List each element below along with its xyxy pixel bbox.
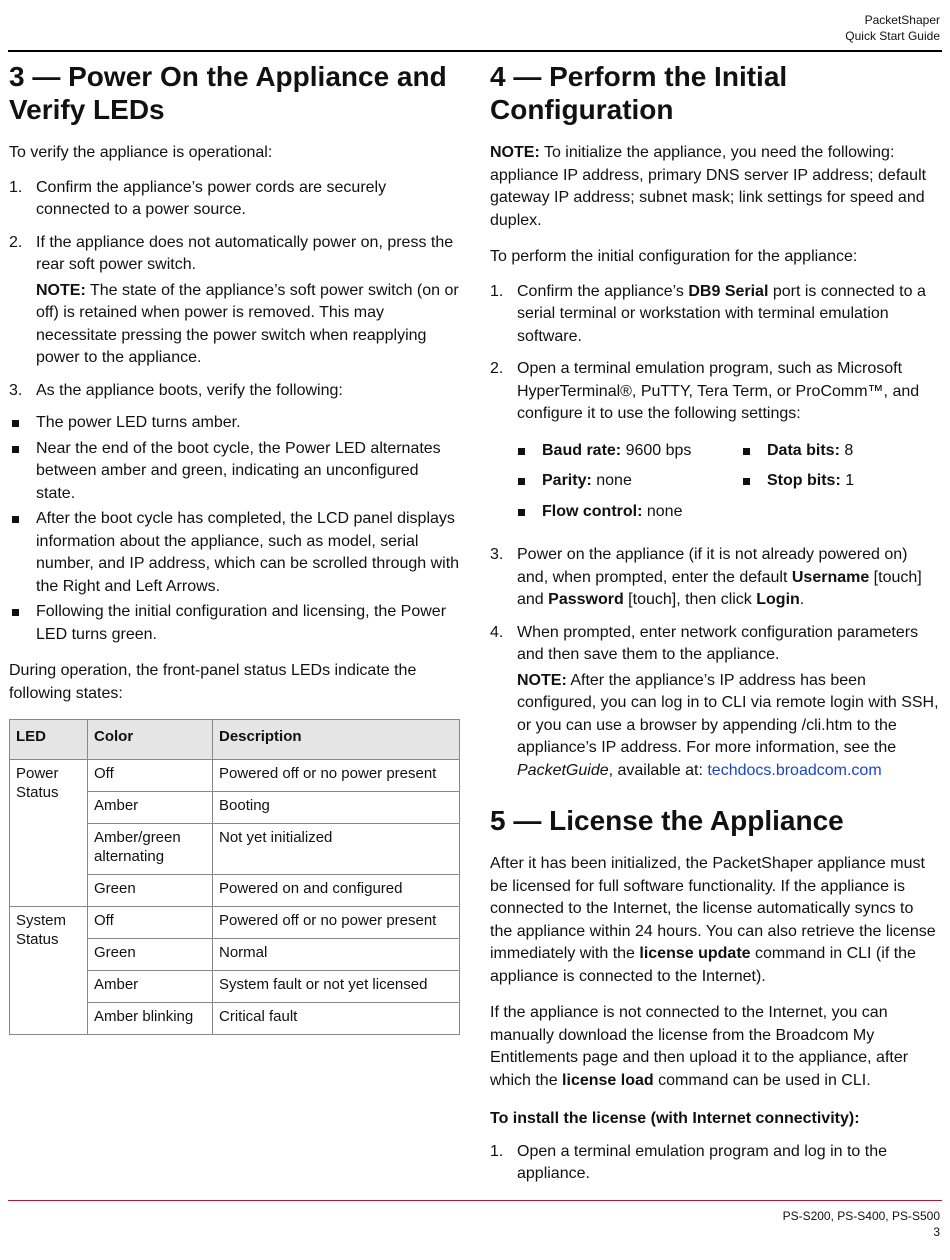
techdocs-link[interactable]: techdocs.broadcom.com [707,761,882,779]
color-cell: Green [88,939,213,971]
command-name: license load [562,1071,654,1089]
note-text: After the appliance’s IP address has been configured, you can log in to CLI via remote login with SSH, or you can use a browser by appending /cli.htm to the appliance’s IP address. For more information, see the [517,671,939,756]
section5-steps [490,1141,940,1186]
bullet-square-icon [743,478,750,485]
note-text: The state of the appliance’s soft power switch (on or off) is retained when power is removed. This may necessitate pressing the power switch when reapplying power to the appliance. [36,281,459,366]
header-doc-title: Quick Start Guide [845,29,940,43]
paragraph-text: command in CLI (if the appliance is connected to the Internet). [490,945,916,985]
step-number: 3. [490,546,504,563]
note-text: To initialize the appliance, you need the following: appliance IP address, primary DNS server IP address; default gateway IP address; subnet mask; link settings for speed and duplex. [490,144,927,229]
bullet-text: Following the initial configuration and licensing, the Power LED turns green. [36,603,447,643]
step-bold: DB9 Serial [688,282,769,300]
bullet-square-icon [518,448,525,455]
step-number: 4. [490,623,504,641]
setting-value: none [642,502,683,520]
section3-title: 3 — Power On the Appliance and Verify LEDs [9,61,447,125]
list-item [9,177,461,222]
page-footer [783,1208,940,1240]
paragraph-text: If the appliance is not connected to the Internet, you can manually download the license from the Broadcom My Entitlements page and then upload it to the appliance, after which the [490,1004,909,1089]
list-item [490,358,940,426]
color-cell: Green [88,875,213,907]
command-name: license update [639,945,751,962]
section4-intro: To perform the initial configuration for the appliance: [490,248,858,265]
footer-rule [8,1200,942,1201]
section3-intro: To verify the appliance is operational: [9,144,273,161]
bullet-square-icon [12,516,19,523]
step-number: 1. [9,178,23,196]
setting-label: Data bits: [767,441,840,459]
color-cell: Amber [88,971,213,1003]
step-text: When prompted, enter network configuration parameters and then save them to the appliance. [517,623,919,663]
setting-baud-rate [515,440,740,463]
section5-title: 5 — License the Appliance [490,805,844,836]
description-cell: Critical fault [213,1003,460,1035]
page-number: 3 [933,1225,940,1239]
step-number: 1. [490,282,504,300]
step-bold: Password [548,591,624,608]
list-item [490,281,940,349]
step-text: If the appliance does not automatically power on, press the rear soft power switch. [36,233,454,273]
right-column [490,60,940,1196]
step-number: 3. [9,381,23,399]
description-cell: Powered off or no power present [213,760,460,792]
bullet-text: After the boot cycle has completed, the LCD panel displays information about the appliance, such as model, serial number, and IP address, which can be scrolled through with the Right and Left Arrows. [36,510,460,595]
description-cell: Booting [213,792,460,824]
step-number: 2. [490,360,504,377]
setting-label: Baud rate: [542,441,622,459]
note-label: NOTE: [517,671,567,689]
step-bold: Login [756,591,800,608]
setting-data-bits [740,440,940,463]
table-row [10,760,460,792]
setting-value: 9600 bps [621,441,692,459]
step-text: Open a terminal emulation program, such as Microsoft HyperTerminal®, PuTTY, Tera Term, or ProComm™, and configure it to use the following settings: [517,360,920,422]
column-header-led: LED [10,720,88,760]
section4-steps-continued [490,544,940,782]
step-text: port is connected to a serial terminal or workstation with terminal emulation software. [517,282,926,345]
bullet-item [9,601,461,646]
packetguide-title: PacketGuide [517,761,609,779]
operation-text: During operation, the front-panel status LEDs indicate the following states: [9,662,417,702]
paragraph-text: After it has been initialized, the PacketShaper appliance must be licensed for full software functionality. If the appliance is connected to the Internet, the license automatically syncs to the appliance within 24 hours. You can also retrieve the license immediately with the [490,855,936,962]
section4-title: 4 — Perform the Initial Configuration [490,61,788,125]
setting-parity [515,470,740,493]
led-status-table [9,719,460,1035]
description-cell: Not yet initialized [213,824,460,875]
led-name-system: System Status [10,907,88,1035]
left-column [9,60,461,1035]
step-text: . [799,591,805,608]
setting-value: 1 [840,472,855,489]
description-cell: Powered off or no power present [213,907,460,939]
section5-paragraph-1 [490,853,940,988]
description-cell: Powered on and configured [213,875,460,907]
paragraph-text: command can be used in CLI. [653,1071,871,1089]
step-text: Confirm the appliance’s [517,282,689,300]
bullet-square-icon [12,420,19,427]
color-cell: Amber [88,792,213,824]
bullet-item [9,438,461,506]
header-product: PacketShaper [864,13,940,27]
step-number: 2. [9,233,23,251]
step-text: Open a terminal emulation program and log in to the appliance. [517,1142,887,1182]
boot-bullets [9,412,461,646]
bullet-square-icon [518,509,525,516]
note [517,670,940,783]
list-item [490,544,940,612]
list-item [9,380,461,403]
note-label: NOTE: [36,281,86,299]
setting-label: Parity: [542,472,592,489]
column-header-description: Description [213,720,460,760]
step-text: As the appliance boots, verify the following: [36,381,343,399]
color-cell: Off [88,907,213,939]
bullet-text: Near the end of the boot cycle, the Power LED alternates between amber and green, indicating an unconfigured state. [36,439,441,502]
bullet-item [9,412,461,435]
step-text: Confirm the appliance’s power cords are securely connected to a power source. [36,178,387,218]
led-name-power: Power Status [10,760,88,907]
table-header-row [10,720,460,760]
serial-settings [515,440,940,527]
step-number: 1. [490,1142,504,1160]
setting-stop-bits [740,470,940,493]
color-cell: Amber/green alternating [88,824,213,875]
bullet-square-icon [12,446,19,453]
setting-value: 8 [839,441,854,459]
section3-steps [9,177,461,403]
table-row [10,907,460,939]
list-item [9,232,461,370]
list-item [490,622,940,783]
description-cell: Normal [213,939,460,971]
section4-note [490,142,940,232]
color-cell: Off [88,760,213,792]
list-item [490,1141,940,1186]
install-license-heading: To install the license (with Internet connectivity): [490,1110,860,1127]
setting-label: Flow control: [542,502,643,520]
column-header-color: Color [88,720,213,760]
header-rule [8,50,942,52]
bullet-square-icon [12,609,19,616]
bullet-text: The power LED turns amber. [36,414,241,431]
color-cell: Amber blinking [88,1003,213,1035]
section5-paragraph-2 [490,1002,940,1092]
page-header [845,12,940,44]
note-label: NOTE: [490,144,540,161]
section4-steps [490,281,940,426]
step-bold: Username [791,568,870,586]
bullet-item [9,508,461,598]
bullet-square-icon [518,478,525,485]
setting-label: Stop bits: [767,472,841,489]
step-text: [touch] and [517,568,922,608]
bullet-square-icon [743,448,750,455]
note [36,280,461,370]
description-cell: System fault or not yet licensed [213,971,460,1003]
setting-value: none [591,472,632,489]
note-text: , available at: [608,761,708,779]
footer-models: PS-S200, PS-S400, PS-S500 [782,1209,940,1223]
setting-flow-control [515,501,740,524]
step-text: [touch], then click [623,591,757,608]
step-text: Power on the appliance (if it is not already powered on) and, when prompted, enter the default [517,546,908,586]
